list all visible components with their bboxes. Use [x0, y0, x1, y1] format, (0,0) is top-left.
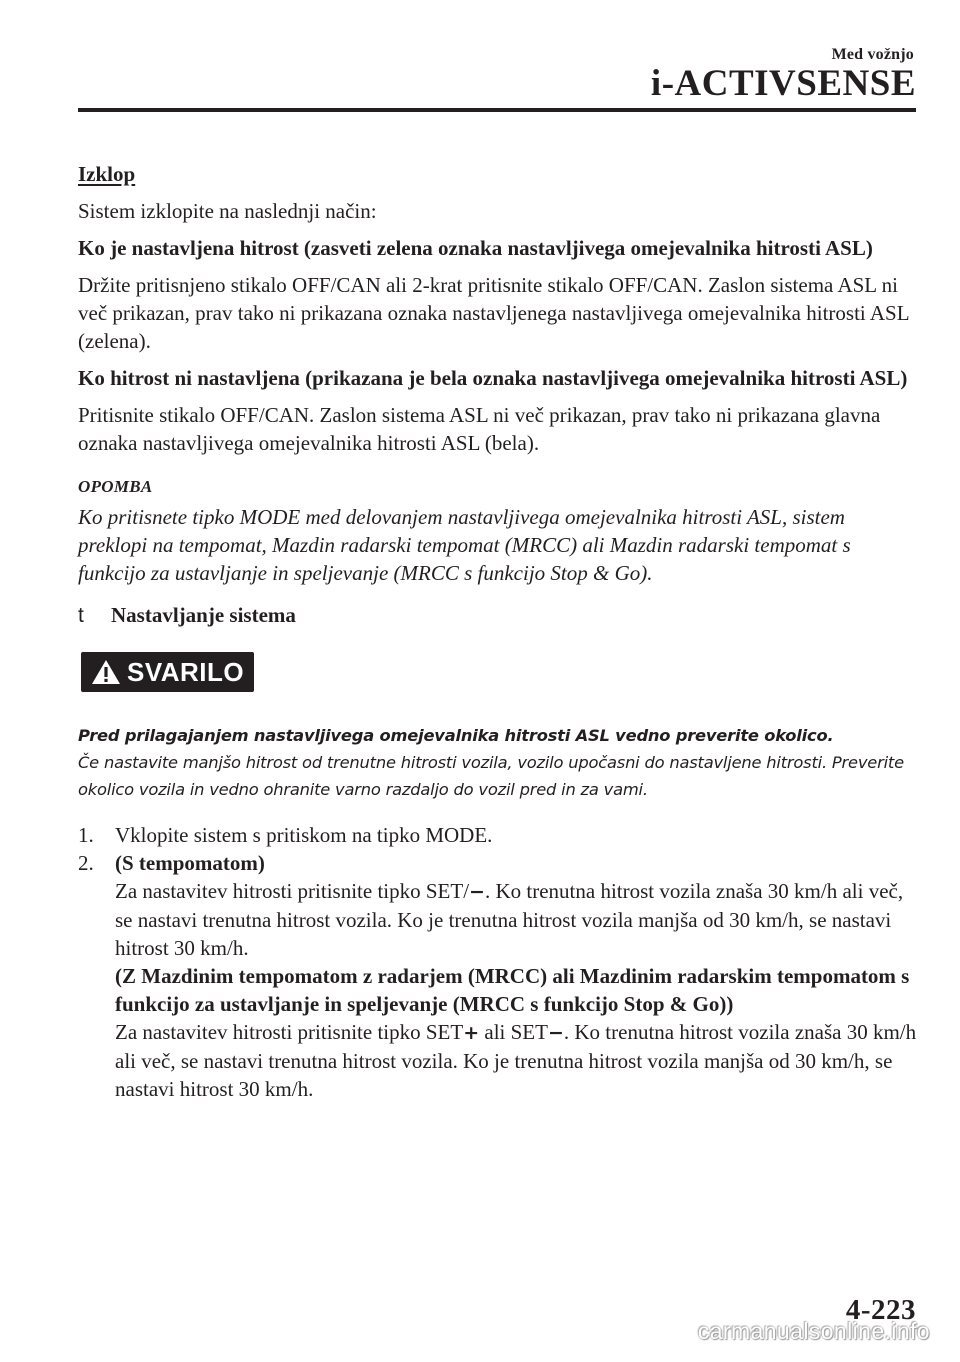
warning-bold-text: Pred prilagajanjem nastavljivega omejevalnika hitrosti ASL vedno preverite okolico.: [78, 726, 834, 745]
warning-badge: [81, 652, 254, 692]
case2-text: Pritisnite stikalo OFF/CAN. Zaslon sistema ASL ni več prikazan, prav tako ni prikazana glavna oznaka nastavljivega omejevalnika hitrosti ASL (bela).: [78, 403, 881, 455]
list-item: [78, 849, 918, 1103]
header-rule: [78, 108, 916, 112]
step2-sub1-heading: (S tempomatom): [115, 851, 265, 875]
minus-icon: −: [469, 881, 485, 903]
steps-list: [78, 821, 918, 1103]
watermark: carmanualsonline.info: [697, 1318, 930, 1344]
intro-text: Sistem izklopite na naslednji način:: [78, 199, 377, 223]
page-content: [78, 160, 918, 1103]
step2-sub1-pre: Za nastavitev hitrosti pritisnite tipko SET/: [115, 879, 470, 903]
step-number: 1.: [78, 823, 94, 847]
step2-sub2-pre: Za nastavitev hitrosti pritisnite tipko SET: [115, 1020, 464, 1044]
case1-text: Držite pritisnjeno stikalo OFF/CAN ali 2-krat pritisnite stikalo OFF/CAN. Zaslon sistema ASL ni več prikazan, prav tako ni prikazana oznaka nastavljenega nastavljivega omejevalnika hitrosti ASL (zelena).: [78, 273, 909, 353]
section-heading-text: Nastavljanje sistema: [111, 603, 296, 627]
step2-sub1-text: [115, 877, 918, 962]
warning-text-block: [78, 722, 918, 803]
step-text: Vklopite sistem s pritiskom na tipko MODE.: [115, 823, 493, 847]
note-label: OPOMBA: [78, 477, 153, 496]
section-heading: [78, 601, 918, 630]
page-number: 4-223: [845, 1294, 916, 1326]
step2-sub2-heading: (Z Mazdinim tempomatom z radarjem (MRCC) ali Mazdinim radarskim tempomatom s funkcijo za ustavljanje in speljevanje (MRCC s funkcijo Stop & Go)): [115, 964, 910, 1016]
minus-icon: −: [547, 1022, 564, 1044]
warning-body-text: Če nastavite manjšo hitrost od trenutne hitrosti vozila, vozilo upočasni do nastavljene hitrosti. Preverite okolico vozila in vedno ohranite varno razdaljo do vozil pred in za vami.: [78, 753, 904, 799]
step2-sub1-post: . Ko trenutna hitrost vozila znaša 30 km/h ali več, se nastavi trenutna hitrost vozila. Ko je trenutna hitrost vozila manjša od 30 km/h, se nastavi hitrost 30 km/h.: [115, 879, 904, 960]
header-title: i-ACTIVSENSE: [650, 63, 916, 104]
heading-izklop: Izklop: [78, 162, 136, 186]
bullet-icon: t: [78, 604, 84, 627]
list-item: [78, 821, 918, 849]
header-section-label: Med vožnjo: [831, 46, 914, 63]
warning-triangle-icon: [91, 659, 121, 685]
step2-sub2-post: . Ko trenutna hitrost vozila znaša 30 km/h ali več, se nastavi trenutna hitrost vozila. Ko je trenutna hitrost vozila manjša od 30 km/h, se nastavi hitrost 30 km/h.: [115, 1020, 917, 1101]
case2-heading: Ko hitrost ni nastavljena (prikazana je bela oznaka nastavljivega omejevalnika hitrosti ASL): [78, 366, 908, 390]
step2-sub2-mid: ali SET: [479, 1020, 548, 1044]
case1-heading: Ko je nastavljena hitrost (zasveti zelena oznaka nastavljivega omejevalnika hitrosti ASL): [78, 236, 873, 260]
step2-sub2-text: [115, 1018, 918, 1103]
step-number: 2.: [78, 851, 94, 875]
warning-label: SVARILO: [127, 657, 245, 687]
plus-icon: +: [463, 1022, 480, 1044]
note-text: Ko pritisnete tipko MODE med delovanjem nastavljivega omejevalnika hitrosti ASL, sistem preklopi na tempomat, Mazdin radarski tempomat (MRCC) ali Mazdin radarski tempomat s funkcijo za ustavljanje in speljevanje (MRCC s funkcijo Stop & Go).: [78, 505, 851, 585]
